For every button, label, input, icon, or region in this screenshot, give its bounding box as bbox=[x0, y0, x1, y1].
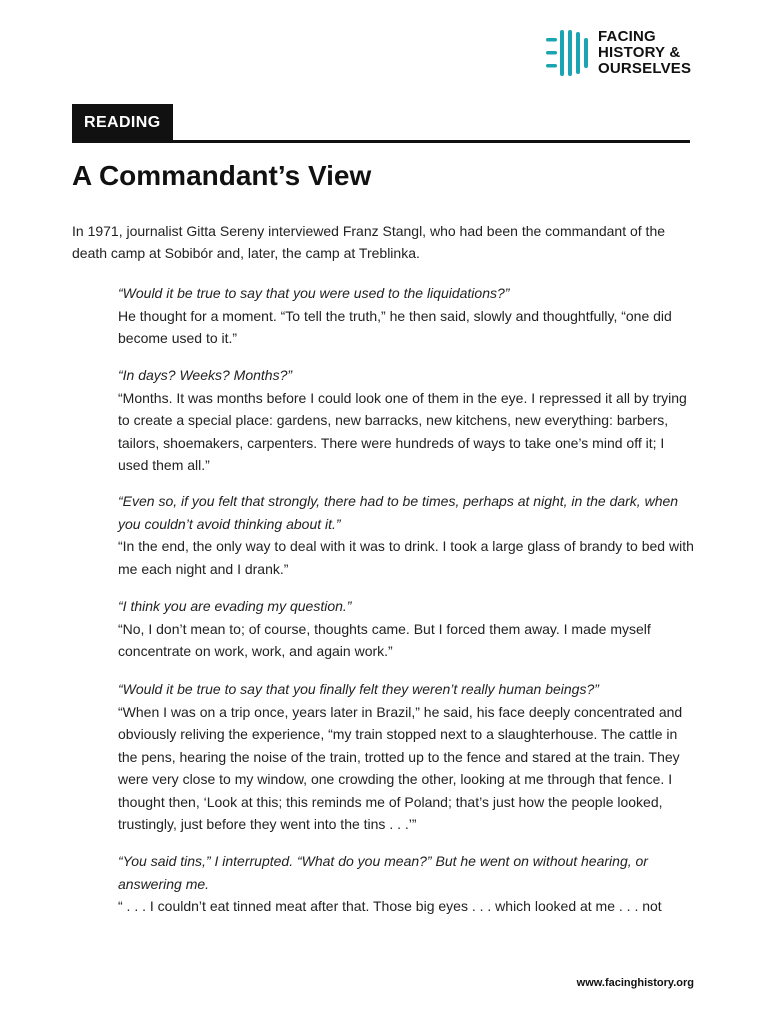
answer: “In the end, the only way to deal with it was to drink. I took a large glass of brandy to bed with me each night and I drank.” bbox=[118, 538, 694, 577]
header-rule bbox=[72, 140, 690, 143]
page-title: A Commandant’s View bbox=[72, 160, 372, 191]
answer: “ . . . I couldn’t eat tinned meat after that. Those big eyes . . . which looked at me . . . not bbox=[118, 898, 662, 914]
answer: He thought for a moment. “To tell the truth,” he then said, slowly and thoughtfully, “one did become used to it.” bbox=[118, 307, 672, 346]
question: “Even so, if you felt that strongly, there had to be times, perhaps at night, in the dark, when you couldn’t avoid thinking about it.” bbox=[118, 493, 679, 532]
question: “I think you are evading my question.” bbox=[118, 598, 352, 614]
brand-logo bbox=[546, 28, 691, 78]
question: “In days? Weeks? Months?” bbox=[118, 367, 293, 383]
facing-history-logo-icon bbox=[546, 28, 590, 78]
answer: “No, I don’t mean to; of course, thoughts came. But I forced them away. I made myself concentrate on work, work, and again work.” bbox=[118, 620, 651, 659]
exchange-2 bbox=[118, 364, 698, 477]
brand-line: OURSELVES bbox=[598, 60, 692, 77]
reading-tag: READING bbox=[72, 104, 173, 142]
footer-url-link[interactable]: www.facinghistory.org bbox=[576, 977, 694, 989]
question: “You said tins,” I interrupted. “What do you mean?” But he went on without hearing, or answering me. bbox=[118, 853, 648, 892]
answer: “Months. It was months before I could look one of them in the eye. I repressed it all by trying to create a special place: gardens, new barracks, new kitchens, new everything: barbers, tailors, shoemakers, carpenters. There were hundreds of ways to take one’s mind off it; I used them all.” bbox=[118, 389, 687, 473]
answer: “When I was on a trip once, years later in Brazil,” he said, his face deeply concentrated and obviously reliving the experience, “my train stopped next to a slaughterhouse. The cattle in the pens, hearing the noise of the train, trotted up to the fence and stared at the train. They were very close to my window, one crowding the other, looking at me through that fence. I thought then, ‘Look at this; this reminds me of Poland; that’s just how the people looked, trustingly, just before they went into the tins . . .’” bbox=[118, 703, 683, 832]
brand-line: FACING bbox=[598, 28, 656, 45]
exchange-5 bbox=[118, 678, 698, 836]
question: “Would it be true to say that you were used to the liquidations?” bbox=[118, 285, 510, 301]
exchange-6 bbox=[118, 850, 698, 918]
question: “Would it be true to say that you finally felt they weren’t really human beings?” bbox=[118, 681, 599, 697]
exchange-1 bbox=[118, 282, 698, 350]
intro-paragraph: In 1971, journalist Gitta Sereny interviewed Franz Stangl, who had been the commandant of the death camp at Sobibór and, later, the camp at Treblinka. bbox=[72, 223, 666, 261]
exchange-3 bbox=[118, 490, 698, 580]
brand-wordmark bbox=[598, 29, 691, 77]
brand-line: HISTORY & bbox=[598, 44, 681, 61]
exchange-4 bbox=[118, 595, 698, 663]
